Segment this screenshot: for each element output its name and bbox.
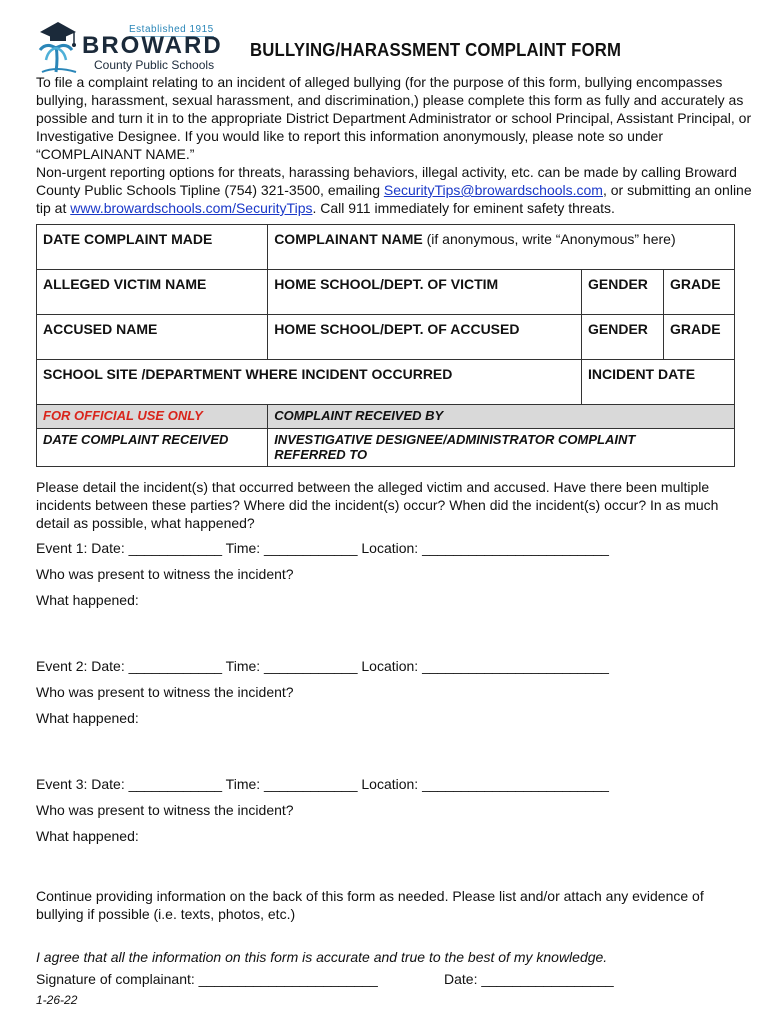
intro-paragraph-2 <box>36 163 761 217</box>
victim-gender-field[interactable] <box>582 270 664 315</box>
accused-gender-field[interactable] <box>582 315 664 360</box>
event-1-witness: Who was present to witness the incident? <box>36 566 294 582</box>
established-text: Established 1915 <box>129 24 214 35</box>
referred-to-label: INVESTIGATIVE DESIGNEE/ADMINISTRATOR COMPLAINT REFERRED TO <box>274 432 636 462</box>
incident-date-field[interactable] <box>582 360 735 405</box>
official-use-label: FOR OFFICIAL USE ONLY <box>37 405 268 429</box>
agreement-statement: I agree that all the information on this form is accurate and true to the best of my knowledge. <box>36 949 608 965</box>
complainant-name-field[interactable] <box>268 225 735 270</box>
victim-grade-field[interactable] <box>663 270 734 315</box>
school-site-label: SCHOOL SITE /DEPARTMENT WHERE INCIDENT OCCURRED <box>43 366 453 382</box>
form-code: 1-26-22 <box>36 993 78 1007</box>
intro-paragraph-1: To file a complaint relating to an incident of alleged bullying (for the purpose of this form, bullying encompasses bullying, harassment, sexual harassment, and discrimination,) please complete this form as fully and accurately as possible and turn it in to the appropriate District Department Administrator or school Principal, Assistant Principal, or Investigative Designee. If you would like to report this information anonymously, please note so under “COMPLAINANT NAME.” <box>36 74 752 162</box>
security-tips-url-link[interactable]: www.browardschools.com/SecurityTips <box>70 200 313 216</box>
complainant-name-label: COMPLAINANT NAME <box>274 231 423 247</box>
school-site-field[interactable] <box>37 360 582 405</box>
event-2-witness: Who was present to witness the incident? <box>36 684 294 700</box>
broward-logo <box>36 18 236 76</box>
intro-p2-text-b: , or submitting an online tip at <box>36 182 752 216</box>
victim-grade-label: GRADE <box>669 276 721 292</box>
graduation-cap-palm-icon <box>36 18 86 76</box>
complainant-note: (if anonymous, write “Anonymous” here) <box>422 231 676 247</box>
intro-text <box>36 73 761 217</box>
accused-grade-field[interactable] <box>663 315 734 360</box>
home-school-victim-label: HOME SCHOOL/DEPT. OF VICTIM <box>274 276 499 292</box>
alleged-victim-name-label: ALLEGED VICTIM NAME <box>43 276 207 292</box>
security-email-link[interactable]: SecurityTips@browardschools.com <box>383 182 603 198</box>
event-3-line[interactable]: Event 3: Date: ____________ Time: ____________ Location: ________________________ <box>36 776 609 792</box>
event-2-what-happened: What happened: <box>36 710 139 726</box>
alleged-victim-name-field[interactable] <box>37 270 268 315</box>
date-complaint-received-label: DATE COMPLAINT RECEIVED <box>43 432 229 447</box>
home-school-accused-field[interactable] <box>268 315 582 360</box>
event-1-what-happened: What happened: <box>36 592 139 608</box>
continue-text: Continue providing information on the back of this form as needed. Please list and/or attach any evidence of bullying if possible (i.e. texts, photos, etc.) <box>36 888 704 922</box>
accused-gender-label: GENDER <box>588 321 648 337</box>
page-title: BULLYING/HARASSMENT COMPLAINT FORM <box>250 40 622 60</box>
logo-subtitle: County Public Schools <box>94 58 215 72</box>
accused-name-field[interactable] <box>37 315 268 360</box>
complaint-received-by-field[interactable] <box>663 405 734 429</box>
date-complaint-made-field[interactable] <box>37 225 268 270</box>
logo-name: BROWARD <box>82 32 223 59</box>
detail-prompt: Please detail the incident(s) that occurred between the alleged victim and accused. Have there been multiple incidents between these parties? Where did the incident(s) occur? When did the incident(s) occur? In as much detail as possible, what happened? <box>36 479 719 531</box>
event-2-line[interactable]: Event 2: Date: ____________ Time: ____________ Location: ________________________ <box>36 658 609 674</box>
victim-gender-label: GENDER <box>588 276 648 292</box>
signature-date-field[interactable]: Date: _________________ <box>444 971 614 987</box>
complaint-received-by-label: COMPLAINT RECEIVED BY <box>268 405 664 429</box>
date-complaint-made-label: DATE COMPLAINT MADE <box>43 231 213 247</box>
date-complaint-received-field[interactable] <box>37 429 268 467</box>
intro-p2-text-a: Non-urgent reporting options for threats, harassing behaviors, illegal activity, etc. can be made by calling Broward County Public Schools Tipline (754) 321-3500, emailing <box>36 164 737 198</box>
complaint-table <box>36 224 735 467</box>
referred-to-field[interactable] <box>268 429 735 467</box>
accused-name-label: ACCUSED NAME <box>43 321 158 337</box>
event-1-line[interactable]: Event 1: Date: ____________ Time: ____________ Location: ________________________ <box>36 540 609 556</box>
intro-p2-text-c: . Call 911 immediately for eminent safety threats. <box>312 200 615 216</box>
signature-field[interactable]: Signature of complainant: _______________________ <box>36 971 378 987</box>
event-3-what-happened: What happened: <box>36 828 139 844</box>
home-school-accused-label: HOME SCHOOL/DEPT. OF ACCUSED <box>274 321 520 337</box>
accused-grade-label: GRADE <box>669 321 721 337</box>
incident-date-label: INCIDENT DATE <box>588 366 696 382</box>
event-3-witness: Who was present to witness the incident? <box>36 802 294 818</box>
home-school-victim-field[interactable] <box>268 270 582 315</box>
